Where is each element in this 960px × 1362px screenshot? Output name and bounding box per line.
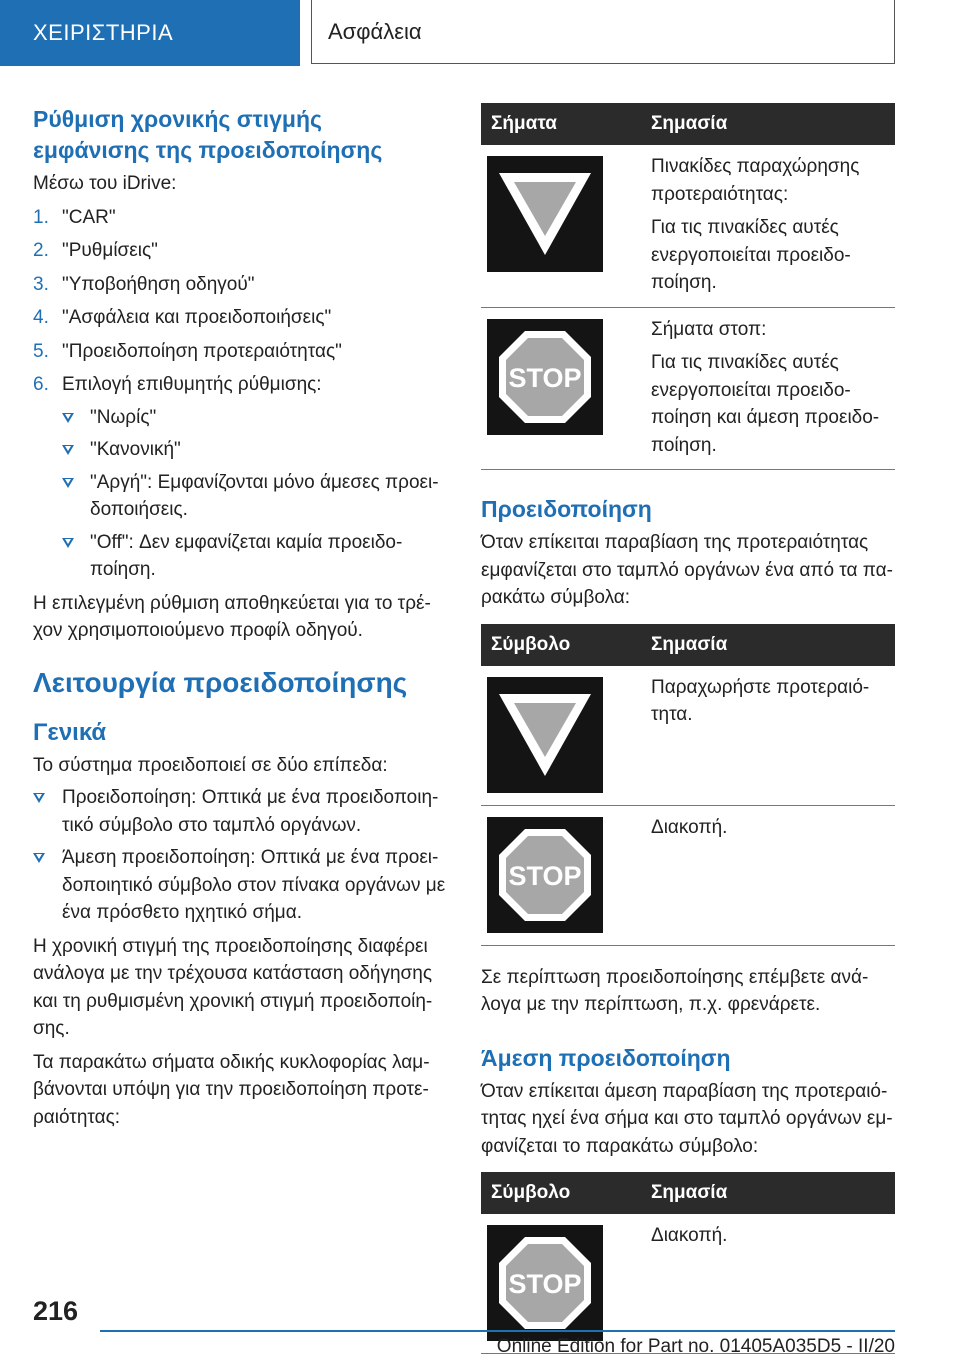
table-row [481,805,895,945]
bullet-triangle-icon [62,478,74,488]
meaning-cell: Διακοπή. [639,1214,895,1354]
steps-list [33,204,451,399]
list-item: "Κανονική" [62,436,451,464]
page-number: 216 [33,1296,79,1326]
edition-link[interactable]: Online Edition for Part no. 01405A035D5 - II/20 [496,1336,895,1357]
column-header: Σημασία [639,103,895,145]
table-header-row [481,103,895,145]
table-row [481,307,895,470]
stop-label: STOP [508,1269,582,1299]
section-label: Ασφάλεια [328,18,422,44]
bullet-triangle-icon [62,445,74,455]
column-header: Σύμβολο [481,624,639,666]
immediate-text: Όταν επίκειται άμεση παραβίαση της προτεραιό- τητας ηχεί ένα σήμα και στο ταμπλό οργάνων εμ- φανίζεται το παρακάτω σύμβολο: [481,1080,893,1157]
chapter-label: ΧΕΙΡΙΣΤΗΡΙΑ [33,20,174,45]
signs-table [481,103,895,470]
list-item: 5. "Προειδοποίηση προτεραιότητας" [33,340,342,362]
heading-immediate: Άμεση προειδοποίηση [481,1044,731,1071]
list-item: 3. "Υποβοήθηση οδηγού" [33,273,255,295]
column-header: Σημασία [639,1172,895,1214]
table-header-row [481,624,895,666]
levels-list [33,784,451,927]
meaning-cell: Διακοπή. [639,805,895,945]
column-header: Σήματα [481,103,639,145]
warning-symbols-table [481,624,895,946]
saved-note: Η επιλεγμένη ρύθμιση αποθηκεύεται για το τρέ- χον χρησιμοποιούμενο προφίλ οδηγού. [33,592,431,641]
meaning-cell: Πινακίδες παραχώρησης προτεραιότητας: Για τις πινακίδες αυτές ενεργοποιείται προειδο- ποίηση. [639,145,895,307]
table-row [481,666,895,806]
list-item: "Νωρίς" [62,404,451,432]
heading-timing: Ρύθμιση χρονικής στιγμής εμφάνισης της προειδοποίησης [33,106,383,163]
warning-after: Σε περίπτωση προειδοποίησης επέμβετε ανά- λογα με την περίπτωση, π.χ. φρενάρετε. [481,966,869,1015]
column-header: Σημασία [639,624,895,666]
list-item: 2. "Ρυθμίσεις" [33,240,158,261]
footer-divider [100,1330,895,1332]
meaning-cell: Παραχωρήστε προτεραιό- τητα. [639,666,895,806]
timing-paragraph: Η χρονική στιγμή της προειδοποίησης διαφέρει ανάλογα με την τρέχουσα κατάσταση οδήγησης και τη ρυθμισμένη χρονική στιγμή προειδοποίη- σης. [33,935,433,1039]
yield-sign-icon [487,156,603,272]
warning-text: Όταν επίκειται παραβίαση της προτεραιότητας εμφανίζεται στο ταμπλό οργάνων ένα από τα πα- ρακάτω σύμβολα: [481,532,893,608]
heading-general: Γενικά [33,718,107,746]
options-list [33,404,451,584]
stop-label: STOP [508,362,582,393]
right-column [481,103,895,1354]
table-header-row [481,1172,895,1214]
list-item: "Αργή": Εμφανίζονται μόνο άμεσες προει- δοποιήσεις. [62,469,451,524]
stop-label: STOP [508,860,582,891]
meaning-cell: Σήματα στοπ: Για τις πινακίδες αυτές ενεργοποιείται προειδο- ποίηση και άμεση προειδο- ποίηση. [639,307,895,470]
list-item: 4. "Ασφάλεια και προειδοποιήσεις" [33,307,332,328]
section-tab [311,0,895,64]
list-item: 1. "CAR" [33,206,116,228]
stop-sign-icon [487,1225,603,1341]
left-column [33,100,451,1131]
bullet-triangle-icon [33,853,45,863]
bullet-triangle-icon [62,413,74,423]
yield-sign-icon [487,677,603,793]
column-header: Σύμβολο [481,1172,639,1214]
stop-sign-icon [487,817,603,933]
bullet-triangle-icon [33,793,45,803]
stop-sign-icon [487,319,603,435]
chapter-tab[interactable] [0,0,300,66]
general-intro: Το σύστημα προειδοποιεί σε δύο επίπεδα: [33,754,388,776]
bullet-triangle-icon [62,538,74,548]
list-item: Άμεση προειδοποίηση: Οπτικά με ένα προει- δοποιητικό σύμβολο στον πίνακα οργάνων με ένα πρόσθετο ηχητικό σήμα. [33,844,451,927]
immediate-symbols-table [481,1172,895,1354]
heading-function: Λειτουργία προειδοποίησης [33,666,408,698]
signs-paragraph: Τα παρακάτω σήματα οδικής κυκλοφορίας λαμ- βάνονται υπόψη για την προειδοποίηση προτε- ραιότητας: [33,1051,430,1128]
heading-warning: Προειδοποίηση [481,496,652,522]
list-item: "Off": Δεν εμφανίζεται καμία προειδο- ποίηση. [62,529,451,584]
idrive-intro: Μέσω του iDrive: [33,173,177,194]
table-row [481,1214,895,1354]
list-item: Προειδοποίηση: Οπτικά με ένα προειδοποιη- τικό σύμβολο στο ταμπλό οργάνων. [33,784,451,839]
table-row [481,145,895,307]
list-item: 6. Επιλογή επιθυμητής ρύθμισης: [33,374,322,395]
